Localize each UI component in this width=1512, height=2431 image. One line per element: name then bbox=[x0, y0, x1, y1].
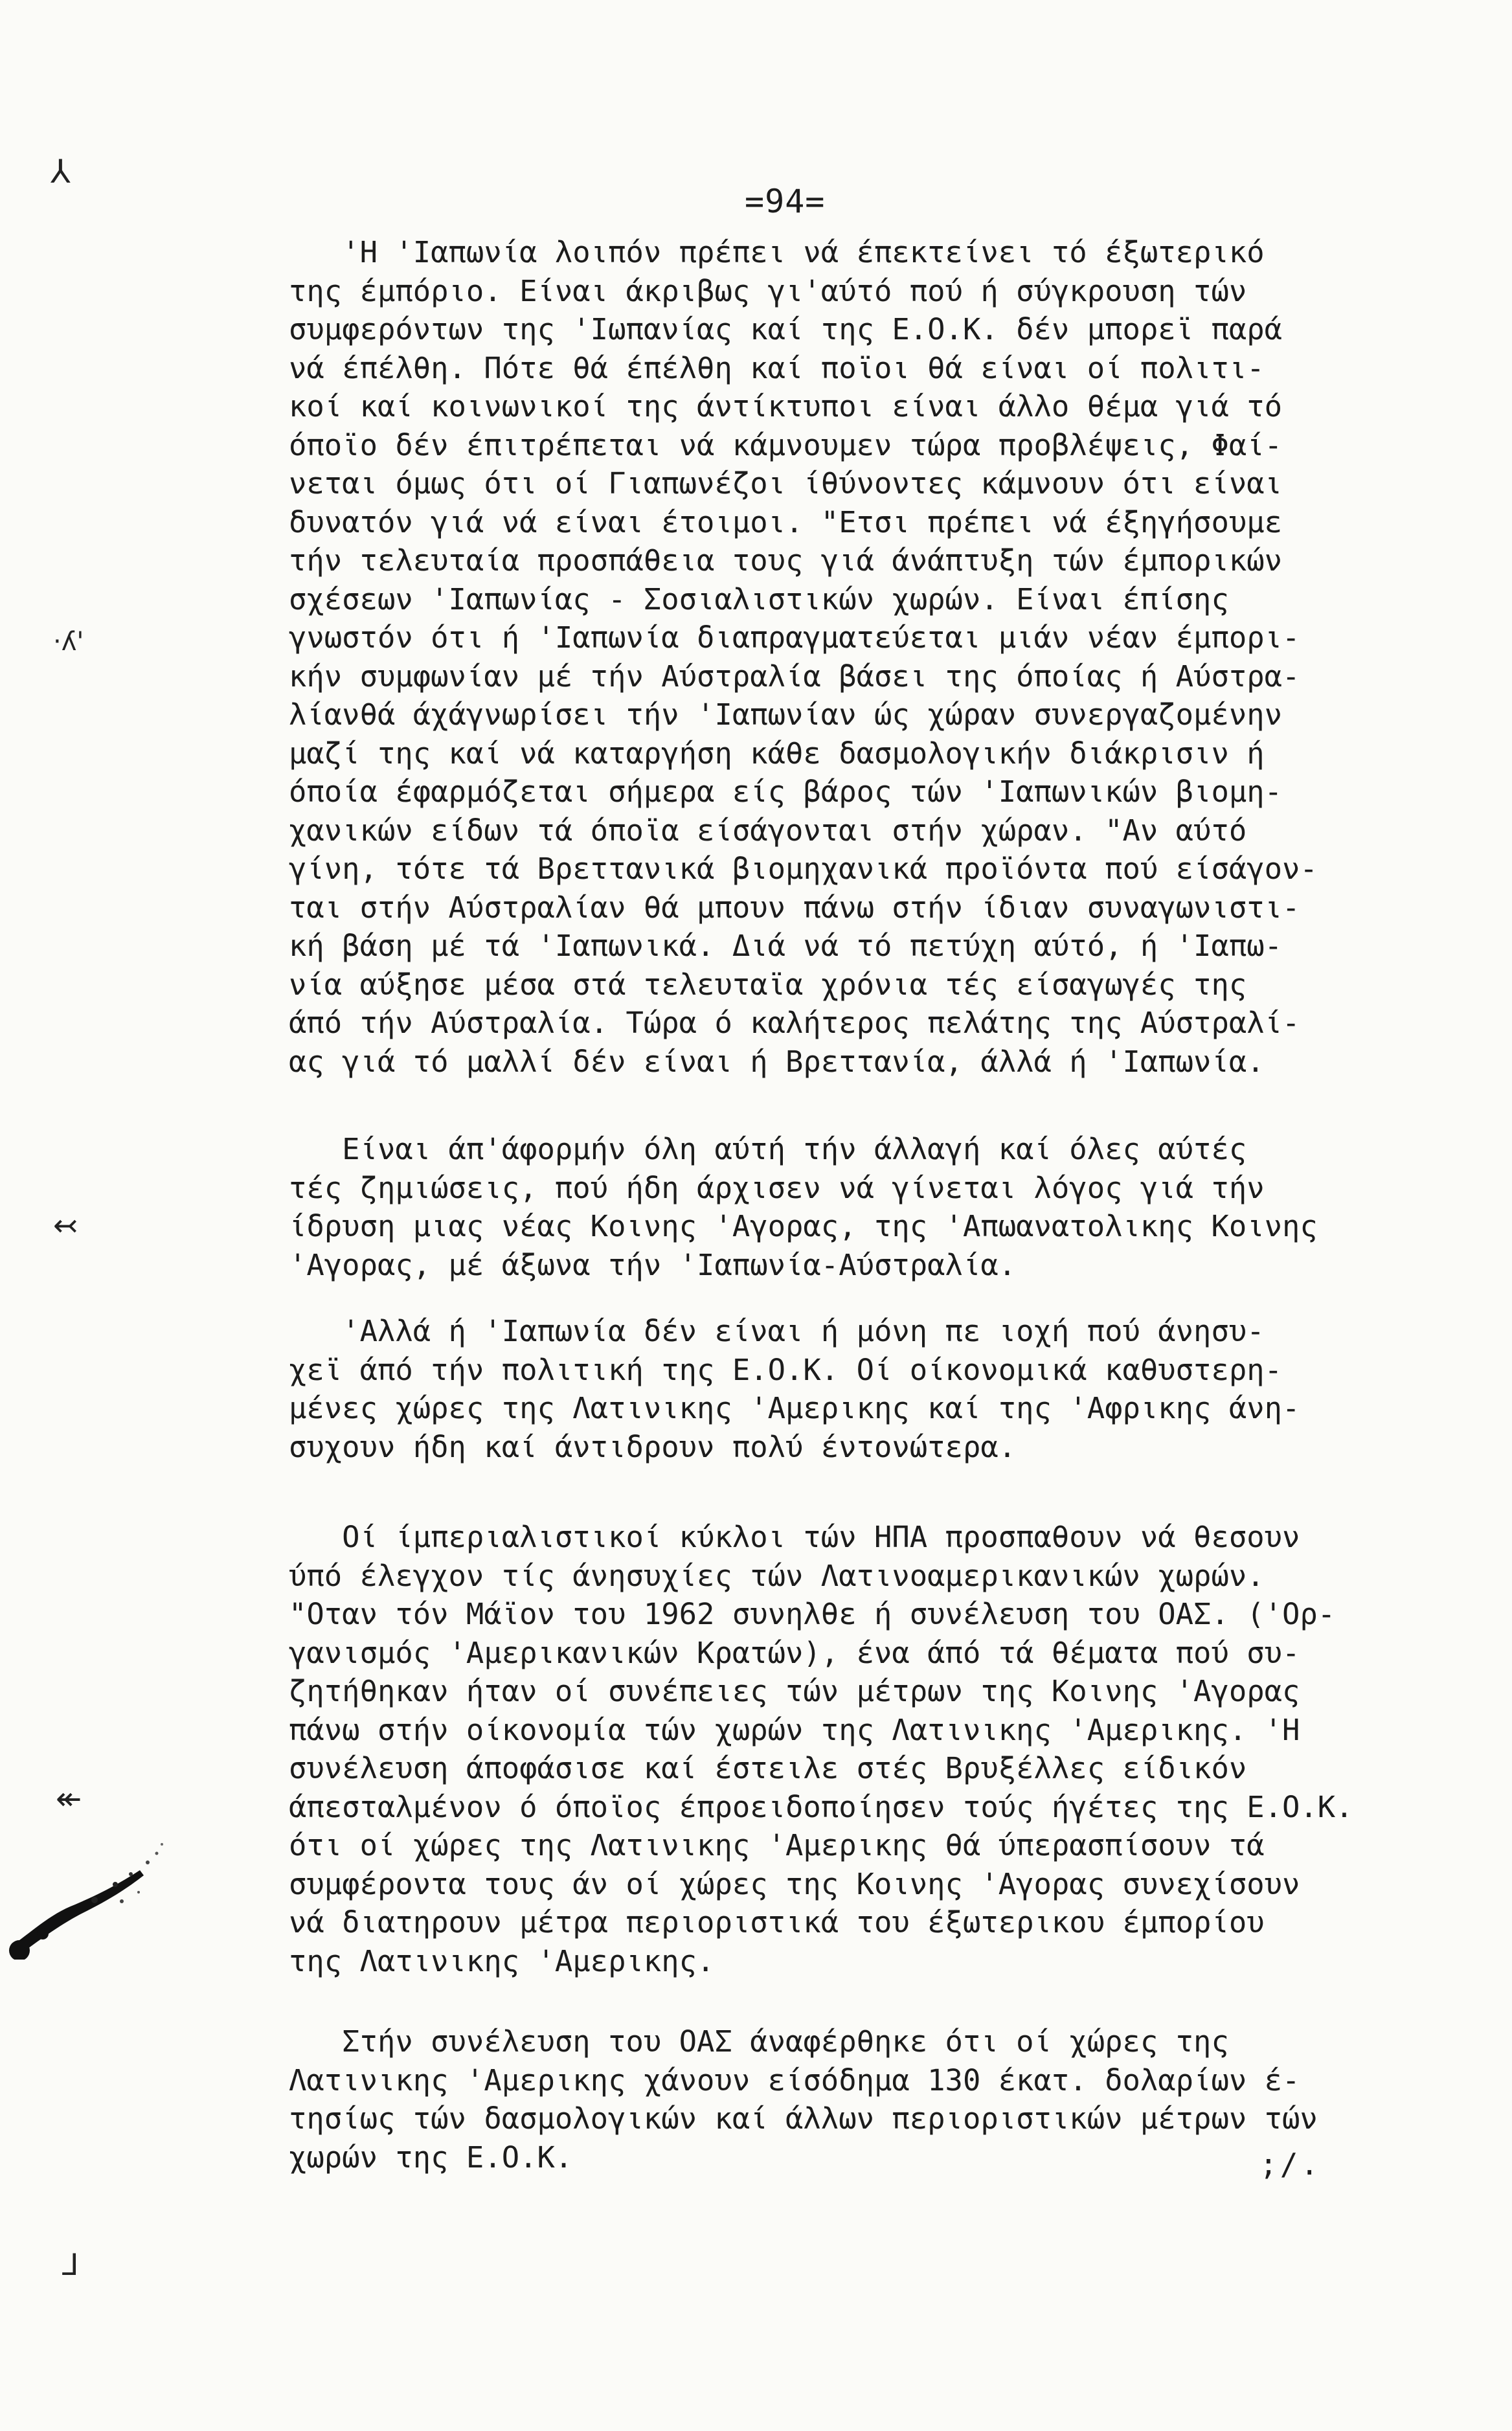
text-line: χεϊ άπό τήν πολιτική της Ε.Ο.Κ. Οί οίκονομικά καθυστερη- bbox=[289, 1352, 1283, 1387]
text-line: γανισμός 'Αμερικανικών Κρατών), ένα άπό τά θέματα πού συ- bbox=[289, 1635, 1300, 1670]
text-line: συμφερόντων της 'Ιωπανίας καί της Ε.Ο.Κ. δέν μπορεϊ παρά bbox=[289, 312, 1283, 346]
text-line: τήν τελευταία προσπάθεια τους γιά άνάπτυξη τών έμπορικών bbox=[289, 543, 1283, 578]
text-line: νεται όμως ότι οί Γιαπωνέζοι ίθύνοντες κάμνουν ότι είναι bbox=[289, 466, 1283, 501]
text-line: ται στήν Αύστραλίαν θά μπουν πάνω στήν ίδιαν συναγωνιστι- bbox=[289, 890, 1300, 925]
margin-tick-mark: ↞ bbox=[56, 1781, 82, 1817]
text-line: Οί ίμπεριαλιστικοί κύκλοι τών ΗΠΑ προσπαθουν νά θεσουν bbox=[289, 1520, 1300, 1554]
text-line: ίδρυση μιας νέας Κοινης 'Αγορας, της 'Απωανατολικης Κοινης bbox=[289, 1209, 1318, 1243]
text-line: συμφέροντα τους άν οί χώρες της Κοινης 'Αγορας συνεχίσουν bbox=[289, 1866, 1300, 1901]
margin-tick-mark: ·ʎ' bbox=[53, 627, 84, 657]
text-line: 'Η 'Ιαπωνία λοιπόν πρέπει νά έπεκτείνει τό έξωτερικό bbox=[289, 235, 1265, 269]
text-line: κή βάση μέ τά 'Ιαπωνικά. Διά νά τό πετύχη αύτό, ή 'Ιαπω- bbox=[289, 929, 1283, 963]
text-line: Στήν συνέλευση του ΟΑΣ άναφέρθηκε ότι οί χώρες της bbox=[289, 2024, 1229, 2059]
text-line: χωρών της Ε.Ο.Κ. bbox=[289, 2140, 573, 2175]
text-line: γίνη, τότε τά Βρεττανικά βιομηχανικά προϊόντα πού είσάγον- bbox=[289, 852, 1318, 886]
text-line: 'Αλλά ή 'Ιαπωνία δέν είναι ή μόνη πε ιοχή πού άνησυ- bbox=[289, 1314, 1265, 1348]
paragraph-4 bbox=[289, 1518, 1441, 1980]
text-line: γνωστόν ότι ή 'Ιαπωνία διαπραγματεύεται μιάν νέαν έμπορι- bbox=[289, 620, 1300, 655]
text-line: ύπό έλεγχον τίς άνησυχίες τών Λατινοαμερικανικών χωρών. bbox=[289, 1558, 1265, 1593]
text-line: μαζί της καί νά καταργήση κάθε δασμολογικήν διάκρισιν ή bbox=[289, 736, 1265, 771]
margin-tick-mark: ⅃ bbox=[62, 2247, 79, 2282]
paragraph-3 bbox=[289, 1312, 1441, 1466]
text-line: νία αύξησε μέσα στά τελευταϊα χρόνια τές είσαγωγές της bbox=[289, 967, 1247, 1002]
margin-tick-mark: ⅄ bbox=[51, 153, 71, 190]
ink-blot-mark bbox=[4, 1837, 172, 1960]
continuation-mark: ;/. bbox=[1259, 2147, 1322, 2182]
paragraph-2 bbox=[289, 1130, 1441, 1284]
text-line: άπεσταλμένον ό όποϊος έπροειδοποίησεν τούς ήγέτες της Ε.Ο.Κ. bbox=[289, 1789, 1353, 1824]
text-line: Λατινικης 'Αμερικης χάνουν είσόδημα 130 έκατ. δολαρίων έ- bbox=[289, 2063, 1300, 2097]
text-line: όποϊο δέν έπιτρέπεται νά κάμνουμεν τώρα προβλέψεις, Φαί- bbox=[289, 427, 1283, 462]
text-line: χανικών είδων τά όποϊα είσάγονται στήν χώραν. "Αν αύτό bbox=[289, 813, 1247, 848]
text-line: ότι οί χώρες της Λατινικης 'Αμερικης θά ύπερασπίσουν τά bbox=[289, 1828, 1265, 1862]
text-line: σχέσεων 'Ιαπωνίας - Σοσιαλιστικών χωρών. Είναι έπίσης bbox=[289, 582, 1229, 616]
margin-tick-mark: ↢ bbox=[53, 1208, 78, 1243]
text-line: της έμπόριο. Είναι άκριβως γι'αύτό πού ή σύγκρουση τών bbox=[289, 273, 1247, 308]
page-number: =94= bbox=[745, 183, 826, 220]
text-line: λίανθά άχάγνωρίσει τήν 'Ιαπωνίαν ώς χώραν συνεργαζομένην bbox=[289, 697, 1283, 732]
text-line: "Οταν τόν Μάϊον του 1962 συνηλθε ή συνέλευση του ΟΑΣ. ('Ορ- bbox=[289, 1597, 1336, 1631]
text-line: της Λατινικης 'Αμερικης. bbox=[289, 1943, 715, 1978]
text-line: μένες χώρες της Λατινικης 'Αμερικης καί της 'Αφρικης άνη- bbox=[289, 1391, 1300, 1425]
text-line: ζητήθηκαν ήταν οί συνέπειες τών μέτρων της Κοινης 'Αγορας bbox=[289, 1674, 1300, 1708]
text-line: πάνω στήν οίκονομία τών χωρών της Λατινικης 'Αμερικης. 'Η bbox=[289, 1712, 1300, 1747]
text-line: Είναι άπ'άφορμήν όλη αύτή τήν άλλαγή καί όλες αύτές bbox=[289, 1132, 1247, 1166]
text-line: τησίως τών δασμολογικών καί άλλων περιοριστικών μέτρων τών bbox=[289, 2101, 1318, 2136]
text-line: νά διατηρουν μέτρα περιοριστικά του έξωτερικου έμπορίου bbox=[289, 1905, 1265, 1939]
text-line: τές ζημιώσεις, πού ήδη άρχισεν νά γίνεται λόγος γιά τήν bbox=[289, 1170, 1265, 1205]
paragraph-1 bbox=[289, 233, 1441, 1081]
text-line: κοί καί κοινωνικοί της άντίκτυποι είναι άλλο θέμα γιά τό bbox=[289, 389, 1283, 424]
text-line: ας γιά τό μαλλί δέν είναι ή Βρεττανία, άλλά ή 'Ιαπωνία. bbox=[289, 1044, 1265, 1079]
text-line: όποία έφαρμόζεται σήμερα είς βάρος τών 'Ιαπωνικών βιομη- bbox=[289, 775, 1283, 809]
text-line: κήν συμφωνίαν μέ τήν Αύστραλία βάσει της όποίας ή Αύστρα- bbox=[289, 659, 1300, 694]
text-line: άπό τήν Αύστραλία. Τώρα ό καλήτερος πελάτης της Αύστραλί- bbox=[289, 1006, 1300, 1040]
text-line: συχουν ήδη καί άντιδρουν πολύ έντονώτερα. bbox=[289, 1429, 1017, 1464]
text-line: δυνατόν γιά νά είναι έτοιμοι. "Ετσι πρέπει νά έξηγήσουμε bbox=[289, 504, 1283, 539]
text-line: νά έπέλθη. Πότε θά έπέλθη καί ποϊοι θά είναι οί πολιτι- bbox=[289, 350, 1265, 385]
text-line: 'Αγορας, μέ άξωνα τήν 'Ιαπωνία-Αύστραλία. bbox=[289, 1247, 1017, 1282]
text-line: συνέλευση άποφάσισε καί έστειλε στές Βρυξέλλες είδικόν bbox=[289, 1751, 1247, 1785]
